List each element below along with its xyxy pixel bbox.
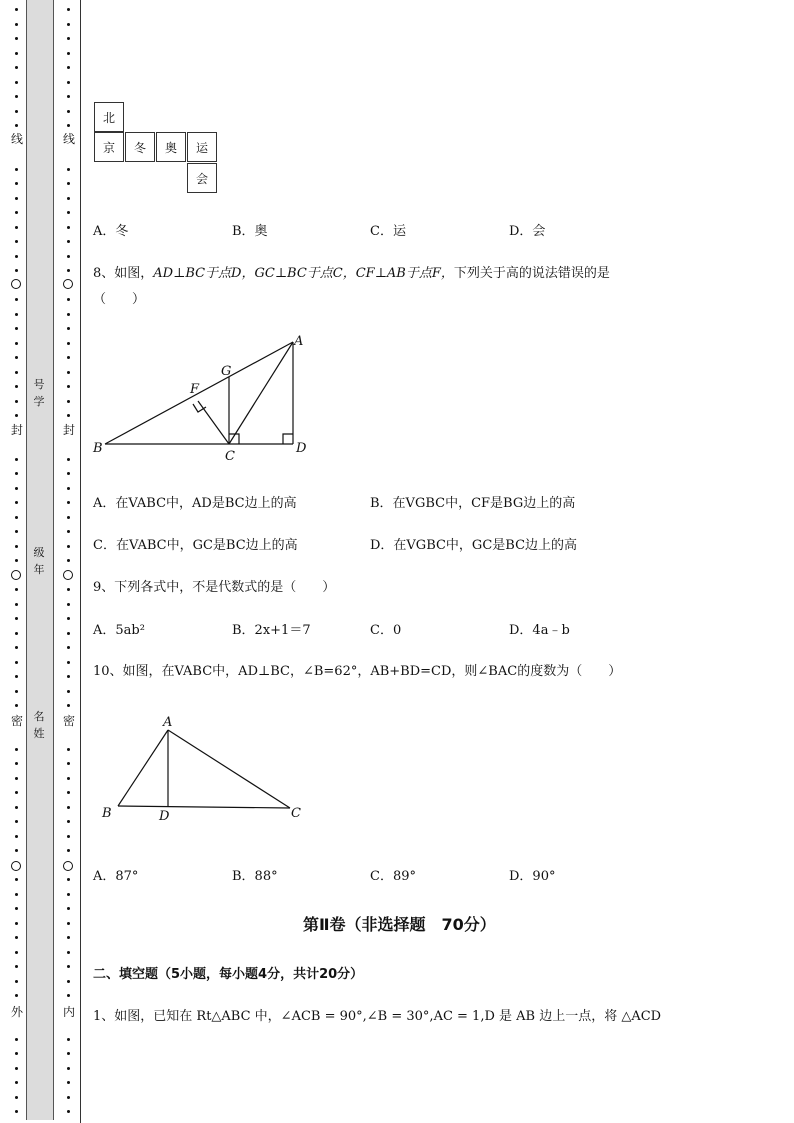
cut-line-dot: [15, 1096, 18, 1099]
cut-line-dot: [15, 458, 18, 461]
cut-line-dot: [15, 994, 18, 997]
cut-line-dot: [67, 1081, 70, 1084]
cut-line-dot: [67, 255, 70, 258]
cut-line-dot: [67, 240, 70, 243]
field-student-number: 号学: [33, 378, 45, 408]
cut-line-dot: [67, 414, 70, 417]
seal-char-line-outer: 线: [10, 132, 23, 146]
q8-option-b: B．在VGBC中，CF是BG边上的高: [370, 496, 576, 511]
label-b: B: [102, 806, 112, 821]
cut-line-dot: [67, 907, 70, 910]
cut-line-dot: [15, 907, 18, 910]
cut-line-dot: [67, 516, 70, 519]
cut-line-dot: [67, 661, 70, 664]
cut-line-dot: [15, 791, 18, 794]
cut-line-dot: [15, 8, 18, 11]
q7-option-c: C．运: [370, 224, 406, 239]
cut-line-dot: [67, 951, 70, 954]
cut-line-dot: [67, 646, 70, 649]
cut-line-dot: [67, 1038, 70, 1041]
cut-line-dot: [67, 704, 70, 707]
cut-line-dot: [15, 400, 18, 403]
cut-line-dot: [15, 23, 18, 26]
cut-line-circle: [11, 279, 21, 289]
binding-margin: [0, 0, 82, 1123]
q10-option-a: A．87°: [93, 869, 139, 884]
cut-line-dot: [15, 472, 18, 475]
cut-line-dot: [67, 777, 70, 780]
cut-line-dot: [15, 414, 18, 417]
cut-line-dot: [15, 936, 18, 939]
label-c: C: [225, 449, 235, 464]
cut-line-dot: [15, 632, 18, 635]
label-c: C: [291, 806, 301, 821]
cut-line-dot: [67, 124, 70, 127]
label-b: B: [93, 441, 103, 456]
cut-line-dot: [67, 617, 70, 620]
cut-line-dot: [67, 1052, 70, 1055]
cut-line-dot: [67, 588, 70, 591]
cut-line-dot: [15, 371, 18, 374]
cut-line-dot: [67, 791, 70, 794]
cut-line-dot: [15, 269, 18, 272]
net-cell: 冬: [125, 132, 155, 162]
seal-char-secret-inner: 密: [62, 714, 75, 728]
cut-line-dot: [15, 690, 18, 693]
cut-line-dot: [15, 675, 18, 678]
cut-line-dot: [15, 356, 18, 359]
q7-option-b: B．奥: [232, 224, 268, 239]
cut-line-dot: [15, 52, 18, 55]
cut-line-dot: [67, 994, 70, 997]
fill-in-q1-stem: 1、如图，已知在 Rt△ABC 中，∠ACB = 90°,∠B = 30°,AC = 1,D 是 AB 边上一点，将 △ACD: [93, 1009, 662, 1024]
seal-char-line-inner: 线: [62, 132, 75, 146]
cut-line-dot: [15, 501, 18, 504]
cut-line-dot: [15, 980, 18, 983]
cut-line-dot: [67, 371, 70, 374]
seal-char-seal-inner: 封: [62, 423, 75, 437]
cut-line-dot: [15, 588, 18, 591]
cut-line-dot: [67, 226, 70, 229]
cut-line-dot: [67, 182, 70, 185]
q7-option-a: A．冬: [93, 224, 129, 239]
cut-line-dot: [15, 806, 18, 809]
cut-line-dot: [67, 52, 70, 55]
cut-line-dot: [15, 661, 18, 664]
cut-line-dot: [67, 81, 70, 84]
cut-line-dot: [67, 820, 70, 823]
cut-line-dot: [15, 878, 18, 881]
cut-line-dot: [67, 37, 70, 40]
label-g: G: [221, 364, 232, 379]
q9-option-c: C．0: [370, 623, 402, 638]
cut-line-dot: [15, 704, 18, 707]
net-cell: 京: [94, 132, 124, 162]
cut-line-dot: [67, 806, 70, 809]
cut-line-dot: [15, 313, 18, 316]
cut-line-dot: [67, 936, 70, 939]
cut-line-dot: [67, 1067, 70, 1070]
dotted-cut-line-outer: [10, 0, 24, 1123]
cut-line-dot: [67, 1096, 70, 1099]
cut-line-dot: [67, 545, 70, 548]
cut-line-dot: [15, 487, 18, 490]
cut-line-dot: [67, 501, 70, 504]
cut-line-dot: [67, 835, 70, 838]
cut-line-dot: [67, 458, 70, 461]
cut-line-dot: [15, 1067, 18, 1070]
seal-char-secret-outer: 密: [10, 714, 23, 728]
cut-line-dot: [15, 762, 18, 765]
cut-line-dot: [15, 820, 18, 823]
cut-line-circle: [63, 570, 73, 580]
cut-line-dot: [15, 110, 18, 113]
cut-line-dot: [67, 197, 70, 200]
cut-line-dot: [15, 81, 18, 84]
net-cell: 运: [187, 132, 217, 162]
cut-line-dot: [15, 849, 18, 852]
q9-option-a: A．5ab²: [93, 623, 145, 638]
cut-line-dot: [67, 559, 70, 562]
dotted-cut-line-inner: [62, 0, 76, 1123]
cut-line-dot: [67, 298, 70, 301]
q10-stem: 10、如图，在VABC中，AD⊥BC，∠B=62°，AB+BD=CD，则∠BAC的度数为（ ）: [93, 664, 622, 679]
q9-stem: 9、下列各式中，不是代数式的是（ ）: [93, 580, 336, 595]
cut-line-dot: [67, 980, 70, 983]
cut-line-dot: [67, 632, 70, 635]
q8-option-a: A．在VABC中，AD是BC边上的高: [93, 496, 297, 511]
cut-line-dot: [15, 893, 18, 896]
cut-line-dot: [15, 226, 18, 229]
cut-line-dot: [15, 559, 18, 562]
cut-line-circle: [63, 279, 73, 289]
q10-triangle-figure: [95, 710, 315, 830]
cut-line-dot: [15, 385, 18, 388]
cut-line-dot: [15, 1038, 18, 1041]
cut-line-circle: [11, 570, 21, 580]
cut-line-dot: [15, 66, 18, 69]
cut-line-dot: [15, 922, 18, 925]
cut-line-dot: [67, 8, 70, 11]
cut-line-dot: [67, 530, 70, 533]
cut-line-dot: [15, 617, 18, 620]
cut-line-dot: [67, 327, 70, 330]
cut-line-dot: [15, 168, 18, 171]
cut-line-dot: [67, 313, 70, 316]
cut-line-circle: [11, 861, 21, 871]
cut-line-dot: [15, 211, 18, 214]
seal-char-seal-outer: 封: [10, 423, 23, 437]
q10-option-b: B．88°: [232, 869, 278, 884]
cut-line-dot: [67, 1110, 70, 1113]
cut-line-dot: [67, 472, 70, 475]
label-a: A: [294, 334, 304, 349]
label-d: D: [159, 809, 170, 824]
cut-line-dot: [67, 95, 70, 98]
q8-paren: （ ）: [93, 292, 146, 307]
cut-line-dot: [15, 748, 18, 751]
cut-line-dot: [67, 849, 70, 852]
seal-char-outer: 外: [10, 1005, 23, 1019]
cut-line-dot: [15, 530, 18, 533]
label-d: D: [296, 441, 307, 456]
q8-triangle-figure: [88, 330, 318, 465]
cut-line-dot: [67, 922, 70, 925]
cut-line-dot: [15, 545, 18, 548]
cut-line-dot: [15, 124, 18, 127]
cut-line-dot: [15, 1052, 18, 1055]
seal-char-inner: 内: [62, 1005, 75, 1019]
cut-line-dot: [15, 95, 18, 98]
cut-line-dot: [67, 762, 70, 765]
cut-line-dot: [15, 342, 18, 345]
q9-option-d: D．4a﹣b: [509, 623, 570, 638]
cut-line-dot: [67, 487, 70, 490]
binding-inner-line: [80, 0, 81, 1123]
part2-title: 第Ⅱ卷（非选择题 70分）: [303, 915, 496, 934]
cut-line-dot: [67, 965, 70, 968]
q8-option-c: C．在VABC中，GC是BC边上的高: [93, 538, 298, 553]
cut-line-dot: [15, 1081, 18, 1084]
cut-line-dot: [15, 182, 18, 185]
cut-line-dot: [67, 168, 70, 171]
net-cell: 北: [94, 102, 124, 132]
cut-line-dot: [15, 240, 18, 243]
cut-line-dot: [67, 878, 70, 881]
cut-line-dot: [15, 197, 18, 200]
q7-option-d: D．会: [509, 224, 546, 239]
q8-option-d: D．在VGBC中，GC是BC边上的高: [370, 538, 578, 553]
cut-line-dot: [15, 965, 18, 968]
cut-line-dot: [67, 893, 70, 896]
field-name: 名姓: [33, 710, 45, 740]
cut-line-dot: [67, 385, 70, 388]
q8-stem: 8、如图，AD⊥BC于点D，GC⊥BC于点C，CF⊥AB于点F，下列关于高的说法错误的是: [93, 266, 610, 281]
q10-option-d: D．90°: [509, 869, 556, 884]
section-fill-in-title: 二、填空题（5小题，每小题4分，共计20分）: [93, 967, 364, 982]
label-f: F: [190, 382, 200, 397]
cut-line-dot: [67, 269, 70, 272]
cut-line-dot: [15, 951, 18, 954]
cut-line-dot: [67, 675, 70, 678]
cut-line-dot: [15, 37, 18, 40]
cut-line-dot: [15, 835, 18, 838]
cut-line-dot: [67, 110, 70, 113]
cut-line-dot: [67, 748, 70, 751]
cut-line-dot: [15, 516, 18, 519]
cut-line-dot: [67, 690, 70, 693]
cut-line-dot: [15, 603, 18, 606]
cut-line-dot: [15, 255, 18, 258]
cut-line-dot: [15, 646, 18, 649]
cut-line-dot: [67, 603, 70, 606]
net-cell: 奥: [156, 132, 186, 162]
cut-line-circle: [63, 861, 73, 871]
cut-line-dot: [67, 342, 70, 345]
cut-line-dot: [67, 66, 70, 69]
cut-line-dot: [67, 400, 70, 403]
field-grade: 级年: [33, 546, 45, 576]
cut-line-dot: [67, 211, 70, 214]
net-cell: 会: [187, 163, 217, 193]
cut-line-dot: [15, 777, 18, 780]
cut-line-dot: [15, 327, 18, 330]
q9-option-b: B．2x+1＝7: [232, 623, 311, 638]
cut-line-dot: [15, 1110, 18, 1113]
q10-option-c: C．89°: [370, 869, 416, 884]
label-a: A: [163, 715, 173, 730]
cut-line-dot: [67, 356, 70, 359]
cut-line-dot: [67, 23, 70, 26]
cut-line-dot: [15, 298, 18, 301]
